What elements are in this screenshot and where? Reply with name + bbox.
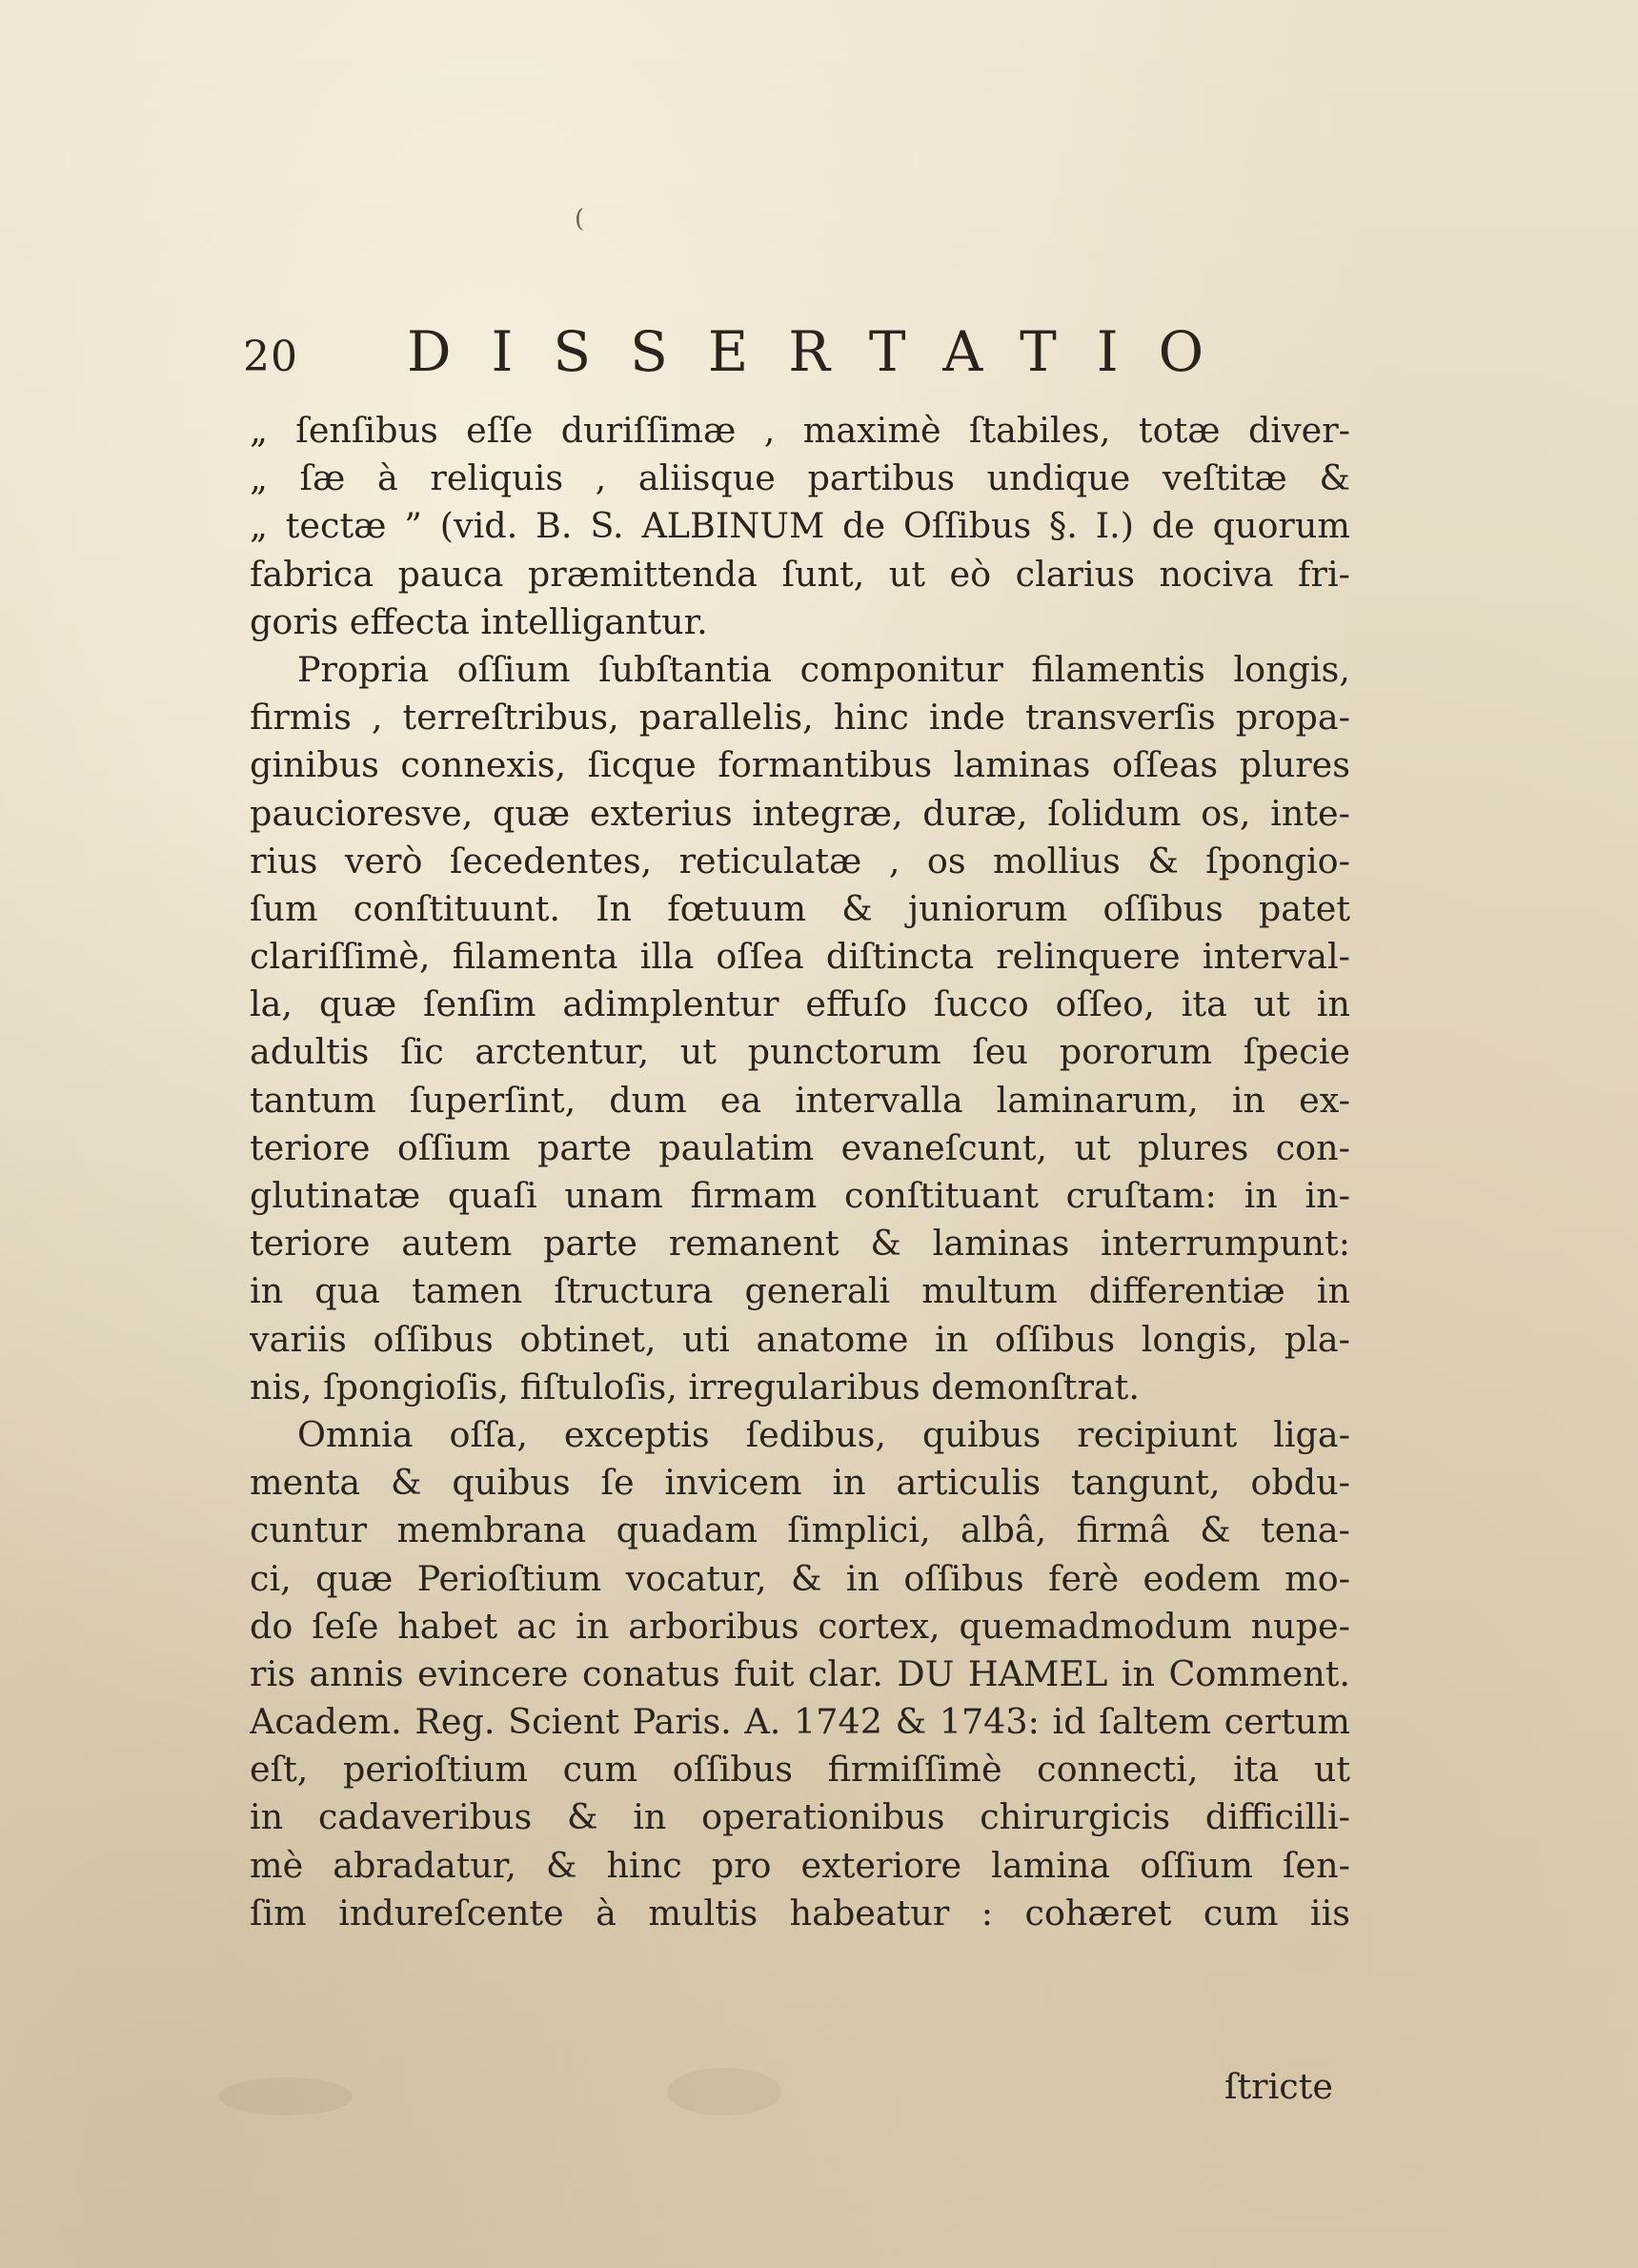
text-line: firmis , terreſtribus, parallelis, hinc inde transverſis propa- (250, 697, 1350, 739)
text-line: „ ſæ à reliquis , aliisque partibus undique veſtitæ & (250, 457, 1350, 499)
text-line: rius verò ſecedentes, reticulatæ , os mollius & ſpongio- (250, 840, 1350, 881)
running-title: DISSERTATIO (407, 319, 1244, 384)
text-line: ginibus connexis, ſicque formantibus laminas oſſeas plures (250, 744, 1350, 786)
paper-stain (219, 2077, 353, 2116)
body-text (250, 407, 1350, 1937)
text-line: „ ſenſibus eſſe duriſſimæ , maximè ſtabiles, totæ diver- (250, 410, 1350, 451)
page-number: 20 (243, 333, 298, 381)
text-line: Omnia oſſa, exceptis ſedibus, quibus recipiunt liga- (297, 1413, 1350, 1455)
text-line: variis oſſibus obtinet, uti anatome in oſſibus longis, pla- (250, 1318, 1350, 1360)
text-line: do ſeſe habet ac in arboribus cortex, quemadmodum nupe- (250, 1605, 1350, 1647)
paragraph-2 (250, 646, 1350, 1411)
page-header (243, 319, 1348, 395)
text-line: ſum conſtituunt. In fœtuum & juniorum oſſibus patet (250, 887, 1350, 929)
paper-stain (667, 2068, 781, 2116)
text-line: in cadaveribus & in operationibus chirurgicis difficilli- (250, 1796, 1350, 1838)
catchword: ſtricte (1224, 2066, 1334, 2107)
text-line: in qua tamen ſtructura generali multum differentiæ in (250, 1270, 1350, 1312)
text-line: mè abradatur, & hinc pro exteriore lamina oſſium ſen- (250, 1844, 1350, 1886)
text-line: teriore autem parte remanent & laminas interrumpunt: (250, 1223, 1350, 1265)
text-line: Propria oſſium ſubſtantia componitur filamentis longis, (297, 648, 1350, 690)
paragraph-1 (250, 407, 1350, 646)
text-line: „ tectæ ” (vid. B. S. ALBINUM de Oſſibus §. I.) de quorum (250, 505, 1350, 547)
text-line: ſim indureſcente à multis habeatur : cohæret cum iis (250, 1892, 1350, 1934)
text-line: fabrica pauca præmittenda ſunt, ut eò clarius nociva fri- (250, 553, 1350, 595)
text-line: eſt, perioſtium cum oſſibus firmiſſimè connecti, ita ut (250, 1749, 1350, 1791)
text-line: menta & quibus ſe invicem in articulis tangunt, obdu- (250, 1462, 1350, 1504)
text-line: tantum ſuperſint, dum ea intervalla laminarum, in ex- (250, 1079, 1350, 1121)
text-line: teriore oſſium parte paulatim evaneſcunt, ut plures con- (250, 1126, 1350, 1168)
text-line: adultis ſic arctentur, ut punctorum ſeu pororum ſpecie (250, 1031, 1350, 1073)
text-line: glutinatæ quaſi unam firmam conſtituant cruſtam: in in- (250, 1175, 1350, 1216)
text-line: clariſſimè, filamenta illa oſſea diſtincta relinquere interval- (250, 936, 1350, 978)
text-line: paucioresve, quæ exterius integræ, duræ, ſolidum os, inte- (250, 792, 1350, 834)
text-line: ris annis evincere conatus fuit clar. DU HAMEL in Comment. (250, 1652, 1350, 1694)
text-line: Academ. Reg. Scient Paris. A. 1742 & 1743: id ſaltem certum (250, 1701, 1350, 1743)
stray-ink-mark: ( (575, 205, 585, 233)
text-line: la, quæ ſenſim adimplentur effuſo ſucco oſſeo, ita ut in (250, 983, 1350, 1025)
text-line: cuntur membrana quadam ſimplici, albâ, firmâ & tena- (250, 1509, 1350, 1551)
text-line: goris effecta intelligantur. (250, 600, 708, 642)
text-line: nis, ſpongioſis, fiſtuloſis, irregularibus demonſtrat. (250, 1366, 1140, 1407)
paragraph-3 (250, 1411, 1350, 1937)
text-line: ci, quæ Perioſtium vocatur, & in oſſibus ferè eodem mo- (250, 1557, 1350, 1599)
